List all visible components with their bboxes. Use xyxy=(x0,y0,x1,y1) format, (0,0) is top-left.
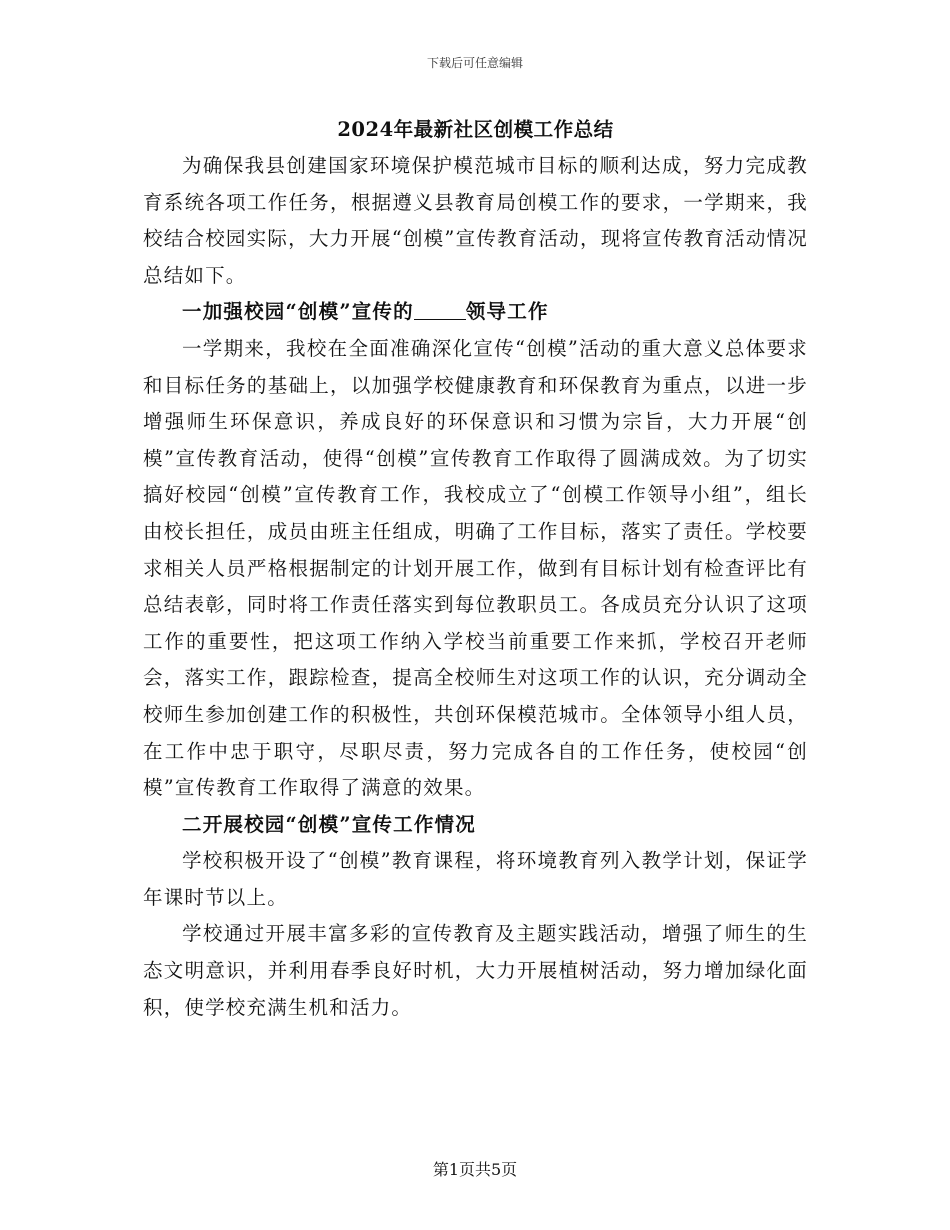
page-number: 第1页共5页 xyxy=(432,1160,518,1179)
section-1-body: 一学期来，我校在全面准确深化宣传“创模”活动的重大意义总体要求和目标任务的基础上，以加强学校健康教育和环保教育为重点，以进一步增强师生环保意识，养成良好的环保意识和习惯为宗旨，大力开展“创模”宣传教育活动，使得“创模”宣传教育工作取得了圆满成效。为了切实搞好校园“创模”宣传教育工作，我校成立了“创模工作领导小组”，组长由校长担任，成员由班主任组成，明确了工作目标，落实了责任。学校要求相关人员严格根据制定的计划开展工作，做到有目标计划有检查评比有总结表彰，同时将工作责任落实到每位教职员工。各成员充分认识了这项工作的重要性，把这项工作纳入学校当前重要工作来抓，学校召开老师会，落实工作，跟踪检查，提高全校师生对这项工作的认识，充分调动全校师生参加创建工作的积极性，共创环保模范城市。全体领导小组人员，在工作中忠于职守，尽职尽责，努力完成各自的工作任务，使校园“创模”宣传教育工作取得了满意的效果。 xyxy=(143,336,808,800)
section-2-heading: 二开展校园“创模”宣传工作情况 xyxy=(182,812,476,836)
header-note: 下载后可任意编辑 xyxy=(426,56,523,70)
section-2-paragraph-1: 学校积极开设了“创模”教育课程，将环境教育列入教学计划，保证学年课时节以上。 xyxy=(143,849,808,909)
section-1-heading-end: 领导工作 xyxy=(465,300,549,324)
intro-paragraph: 为确保我县创建国家环境保护模范城市目标的顺利达成，努力完成教育系统各项工作任务，根据遵义县教育局创模工作的要求，一学期来，我校结合校园实际，大力开展“创模”宣传教育活动，现将宣传教育活动情况总结如下。 xyxy=(143,154,808,287)
section-1-heading-start: 一加强校园“创模”宣传的 xyxy=(182,300,414,324)
fill-in-blank xyxy=(414,302,466,321)
section-1-heading xyxy=(143,294,808,331)
document-body xyxy=(143,112,808,1026)
document-title: 2024年最新社区创模工作总结 xyxy=(337,118,614,141)
section-2-paragraph-2: 学校通过开展丰富多彩的宣传教育及主题实践活动，增强了师生的生态文明意识，并利用春季良好时机，大力开展植树活动，努力增加绿化面积，使学校充满生机和活力。 xyxy=(143,922,808,1019)
